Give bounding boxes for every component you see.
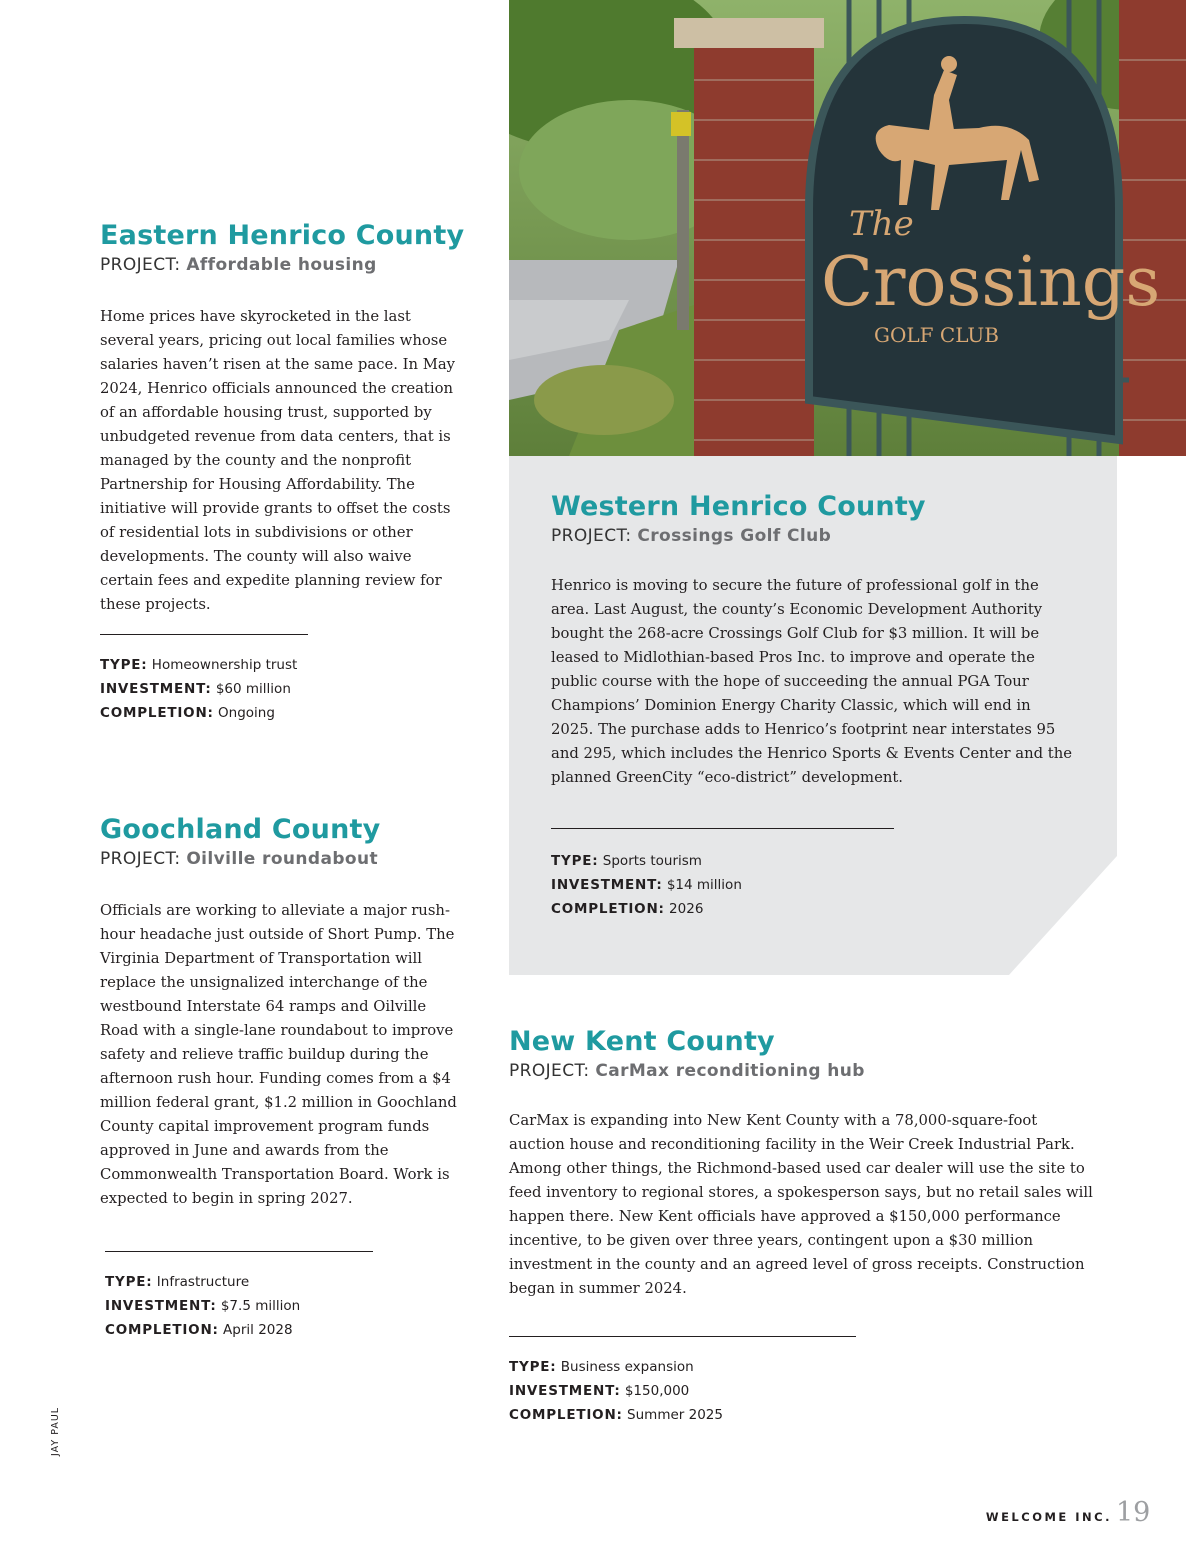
goochland-facts xyxy=(105,1270,470,1342)
goochland-project-value: Oilville roundabout xyxy=(186,849,379,869)
eastern-title: Eastern Henrico County xyxy=(100,220,465,251)
sign-sub-text: GOLF CLUB xyxy=(874,323,999,347)
eastern-divider xyxy=(100,634,308,635)
western-project: PROJECT: Crossings Golf Club xyxy=(551,526,832,546)
sign-the-text: The xyxy=(849,204,914,244)
newkent-project: PROJECT: CarMax reconditioning hub xyxy=(509,1061,865,1081)
western-divider xyxy=(551,828,894,829)
western-type: TYPE: Sports tourism xyxy=(551,853,702,869)
western-section xyxy=(551,491,1081,921)
goochland-investment: INVESTMENT: $7.5 million xyxy=(105,1298,301,1314)
goochland-title: Goochland County xyxy=(100,814,381,845)
crossings-sign-illustration xyxy=(509,0,1186,456)
photo-credit: JAY PAUL xyxy=(50,1406,61,1456)
newkent-project-value: CarMax reconditioning hub xyxy=(595,1061,865,1081)
eastern-project-value: Affordable housing xyxy=(186,255,377,275)
newkent-section xyxy=(509,1026,1099,1427)
western-facts xyxy=(551,849,1081,921)
goochland-body: Officials are working to alleviate a major rush-hour headache just outside of Short Pump. The Virginia Department of Transportation will replace the unsignalized interchange of the westbound Interstate 64 ramps and Oilville Road with a single-lane roundabout to improve safety and relieve traffic buildup during the afternoon rush hour. Funding comes from a $4 million federal grant, $1.2 million in Goochland County capital improvement program funds approved in June and awards from the Commonwealth Transportation Board. Work is expected to begin in spring 2027. xyxy=(100,902,457,1207)
western-investment: INVESTMENT: $14 million xyxy=(551,877,742,893)
goochland-type: TYPE: Infrastructure xyxy=(105,1274,250,1290)
eastern-type: TYPE: Homeownership trust xyxy=(100,657,298,673)
newkent-completion: COMPLETION: Summer 2025 xyxy=(509,1407,723,1423)
page-number: 19 xyxy=(1116,1497,1151,1528)
eastern-body: Home prices have skyrocketed in the last several years, pricing out local families whose salaries haven’t risen at the same pace. In May 2024, Henrico officials announced the creation of an affordable housing trust, supported by unbudgeted revenue from data centers, that is managed by the county and the nonprofit Partnership for Housing Affordability. The initiative will provide grants to offset the costs of residential lots in subdivisions or other developments. The county will also waive certain fees and expedite planning review for these projects. xyxy=(100,308,456,613)
crossings-photo xyxy=(509,0,1186,456)
western-completion: COMPLETION: 2026 xyxy=(551,901,704,917)
newkent-body: CarMax is expanding into New Kent County with a 78,000-square-foot auction house and reconditioning facility in the Weir Creek Industrial Park. Among other things, the Richmond-based used car dealer will use the site to feed inventory to regional stores, a spokesperson says, but no retail sales will happen there. New Kent officials have approved a $150,000 performance incentive, to be given over three years, contingent upon a $30 million investment in the county and an agreed level of gross receipts. Construction began in summer 2024. xyxy=(509,1112,1093,1297)
western-body: Henrico is moving to secure the future of professional golf in the area. Last August, the county’s Economic Development Authority bought the 268-acre Crossings Golf Club for $3 million. It will be leased to Midlothian-based Pros Inc. to improve and operate the public course with the hope of succeeding the annual PGA Tour Champions’ Dominion Energy Charity Classic, which will end in 2025. The purchase adds to Henrico’s footprint near interstates 95 and 295, which includes the Henrico Sports & Events Center and the planned GreenCity “eco-district” development. xyxy=(551,577,1073,786)
newkent-title: New Kent County xyxy=(509,1026,775,1057)
footer-publication: WELCOME INC. xyxy=(985,1510,1112,1524)
newkent-type: TYPE: Business expansion xyxy=(509,1359,694,1375)
sign-name-text: Crossings xyxy=(821,243,1161,322)
western-title: Western Henrico County xyxy=(551,491,926,522)
eastern-investment: INVESTMENT: $60 million xyxy=(100,681,291,697)
goochland-project: PROJECT: Oilville roundabout xyxy=(100,849,379,869)
goochland-completion: COMPLETION: April 2028 xyxy=(105,1322,293,1338)
eastern-facts xyxy=(100,653,470,725)
goochland-divider xyxy=(105,1251,373,1252)
western-project-value: Crossings Golf Club xyxy=(637,526,832,546)
eastern-project: PROJECT: Affordable housing xyxy=(100,255,377,275)
eastern-completion: COMPLETION: Ongoing xyxy=(100,705,275,721)
newkent-divider xyxy=(509,1336,856,1337)
goochland-section xyxy=(100,814,470,1342)
newkent-investment: INVESTMENT: $150,000 xyxy=(509,1383,690,1399)
eastern-section xyxy=(100,220,470,725)
newkent-facts xyxy=(509,1355,1099,1427)
